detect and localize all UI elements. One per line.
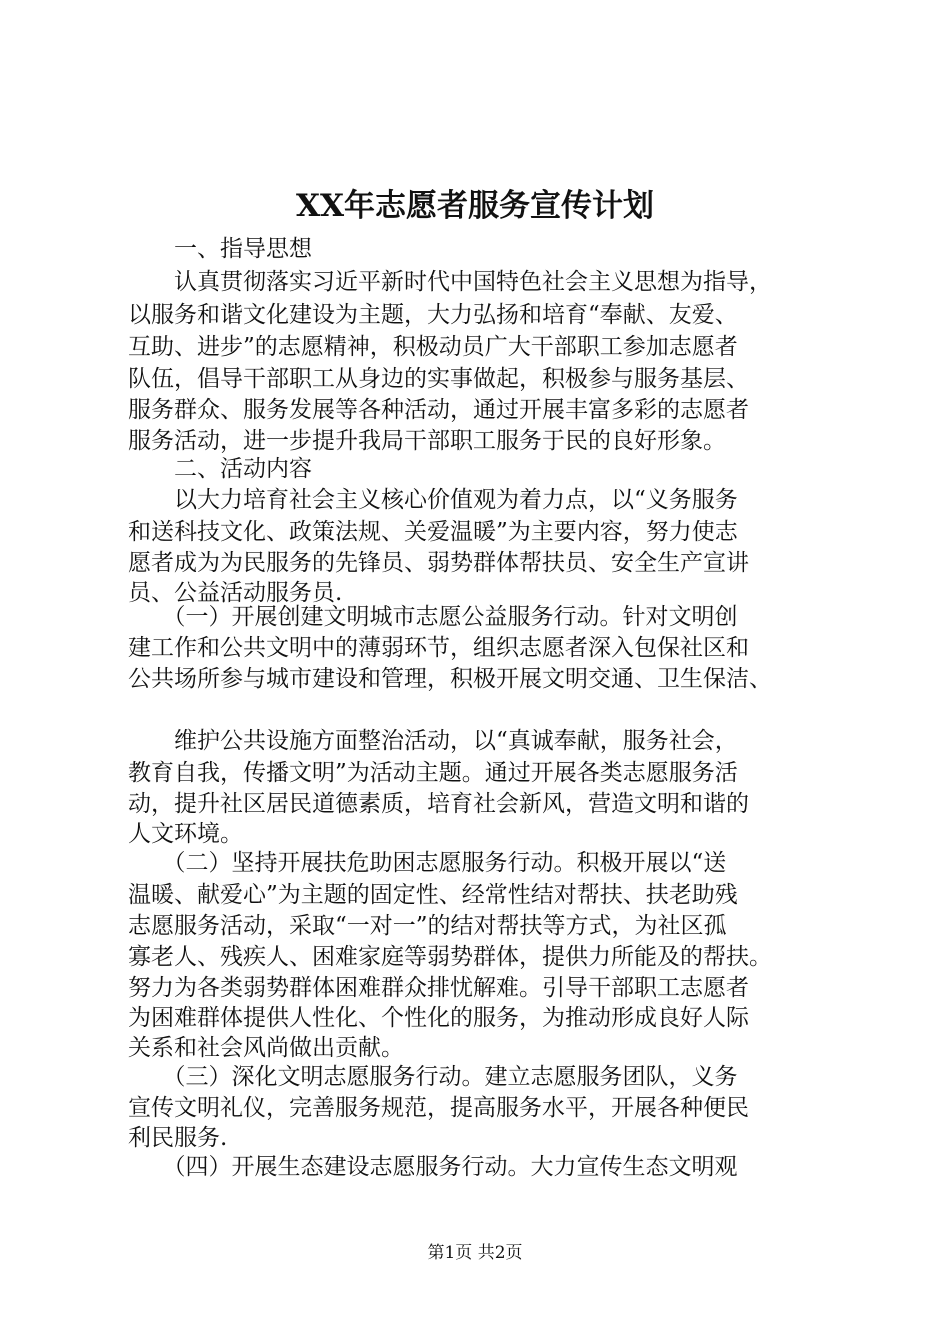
text-line: 建工作和公共文明中的薄弱环节，组织志愿者深入包保社区和: [128, 635, 749, 661]
text-line: 认真贯彻落实习近平新时代中国特色社会主义思想为指导，: [128, 269, 772, 295]
text-line: 以大力培育社会主义核心价值观为着力点，以“义务服务: [128, 487, 738, 513]
text-line: 维护公共设施方面整治活动，以“真诚奉献，服务社会，: [128, 728, 738, 754]
text-line: 温暖、献爱心”为主题的固定性、经常性结对帮扶、扶老助残: [128, 882, 738, 908]
text-line: 寡老人、残疾人、困难家庭等弱势群体，提供力所能及的帮扶。: [128, 944, 772, 970]
text-line: 利民服务.: [128, 1125, 228, 1151]
text-line: 以服务和谐文化建设为主题，大力弘扬和培育“奉献、友爱、: [128, 302, 738, 328]
text-line: （四）开展生态建设志愿服务行动。大力宣传生态文明观: [128, 1154, 738, 1180]
text-line: （一）开展创建文明城市志愿公益服务行动。针对文明创: [128, 604, 738, 630]
text-line: 动，提升社区居民道德素质，培育社会新风，营造文明和谐的: [128, 791, 749, 817]
text-line: 队伍，倡导干部职工从身边的实事做起，积极参与服务基层、: [128, 366, 749, 392]
text-line: 为困难群体提供人性化、个性化的服务，为推动形成良好人际: [128, 1005, 749, 1031]
text-line: 和送科技文化、政策法规、关爱温暖”为主要内容，努力使志: [128, 519, 738, 545]
text-line: 关系和社会风尚做出贡献。: [128, 1035, 404, 1061]
heading-guiding-thought: 一、指导思想: [128, 236, 312, 262]
heading-activity-content: 二、活动内容: [128, 456, 312, 482]
text-line: 服务活动，进一步提升我局干部职工服务于民的良好形象。: [128, 428, 726, 454]
text-line: 努力为各类弱势群体困难群众排忧解难。引导干部职工志愿者: [128, 975, 749, 1001]
text-line: 人文环境。: [128, 821, 243, 847]
text-line: 服务群众、服务发展等各种活动，通过开展丰富多彩的志愿者: [128, 397, 749, 423]
text-line: （三）深化文明志愿服务行动。建立志愿服务团队，义务: [128, 1064, 738, 1090]
document-title: XX年志愿者服务宣传计划: [295, 188, 655, 224]
text-line: 宣传文明礼仪，完善服务规范，提高服务水平，开展各种便民: [128, 1095, 749, 1121]
text-line: 员、公益活动服务员.: [128, 580, 343, 606]
text-line: 愿者成为为民服务的先锋员、弱势群体帮扶员、安全生产宣讲: [128, 550, 749, 576]
text-line: （二）坚持开展扶危助困志愿服务行动。积极开展以“送: [128, 850, 727, 876]
text-line: 互助、进步”的志愿精神，积极动员广大干部职工参加志愿者: [128, 334, 738, 360]
text-line: 志愿服务活动，采取“一对一”的结对帮扶等方式，为社区孤: [128, 913, 727, 939]
text-line: 公共场所参与城市建设和管理，积极开展文明交通、卫生保洁、: [128, 666, 772, 692]
text-line: 教育自我，传播文明”为活动主题。通过开展各类志愿服务活: [128, 760, 738, 786]
page-number: 第1页 共2页: [427, 1243, 523, 1263]
